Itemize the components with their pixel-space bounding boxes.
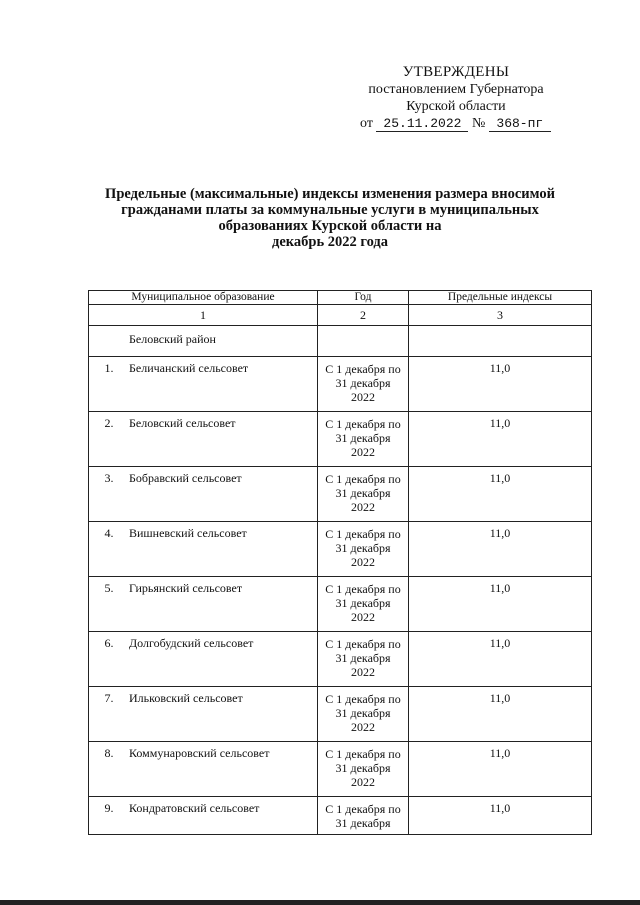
period-line: 2022 (351, 555, 375, 569)
approval-number: 368-пг (489, 117, 551, 132)
row-number: 9. (104, 801, 114, 815)
period-cell (318, 357, 409, 412)
index-value: 11,0 (409, 742, 592, 797)
period-line: 31 декабря (335, 431, 391, 445)
municipality-name: Ильковский сельсовет (129, 691, 243, 705)
period-line: С 1 декабря по (325, 692, 401, 706)
region-name: Беловский район (89, 326, 318, 357)
period-line: 31 декабря (335, 486, 391, 500)
period-cell (318, 522, 409, 577)
municipality-name: Долгобудский сельсовет (129, 636, 254, 650)
date-prefix: от (360, 116, 373, 131)
period-line: 31 декабря (335, 706, 391, 720)
row-number: 7. (104, 691, 114, 705)
approval-line-2: Курской области (406, 99, 506, 114)
municipality-cell (89, 522, 318, 577)
period-line: 31 декабря (335, 596, 391, 610)
municipality-name: Кондратовский сельсовет (129, 801, 260, 815)
header-year: Год (318, 291, 409, 305)
municipality-cell (89, 357, 318, 412)
table-row (89, 797, 592, 835)
row-number: 2. (104, 416, 114, 430)
period-cell (318, 632, 409, 687)
municipality-name: Вишневский сельсовет (129, 526, 247, 540)
column-number-2: 2 (318, 305, 409, 326)
title-line-1: Предельные (максимальные) индексы изменения размера вносимой (105, 186, 555, 202)
region-empty-cell (318, 326, 409, 357)
period-line: 2022 (351, 720, 375, 734)
period-line: 31 декабря (335, 816, 391, 830)
municipality-cell (89, 797, 318, 835)
period-line: 2022 (351, 610, 375, 624)
period-cell (318, 797, 409, 835)
column-number-row (89, 305, 592, 326)
municipality-name: Гирьянский сельсовет (129, 581, 243, 595)
period-cell (318, 467, 409, 522)
approval-line-1: постановлением Губернатора (368, 82, 544, 97)
index-value: 11,0 (409, 357, 592, 412)
index-value: 11,0 (409, 577, 592, 632)
column-number-3: 3 (409, 305, 592, 326)
municipality-name: Беличанский сельсовет (129, 361, 249, 375)
period-line: 2022 (351, 445, 375, 459)
period-line: С 1 декабря по (325, 747, 401, 761)
table-row (89, 577, 592, 632)
index-value: 11,0 (409, 797, 592, 835)
region-empty-cell (409, 326, 592, 357)
index-value: 11,0 (409, 467, 592, 522)
approval-heading: УТВЕРЖДЕНЫ (402, 64, 510, 80)
row-number: 5. (104, 581, 114, 595)
indices-table (88, 290, 592, 835)
table-row (89, 412, 592, 467)
index-value: 11,0 (409, 522, 592, 577)
municipality-name: Бобравский сельсовет (129, 471, 242, 485)
period-line: С 1 декабря по (325, 472, 401, 486)
header-indices: Предельные индексы (409, 291, 592, 305)
table-row (89, 687, 592, 742)
municipality-name: Коммунаровский сельсовет (129, 746, 270, 760)
municipality-cell (89, 742, 318, 797)
index-value: 11,0 (409, 687, 592, 742)
period-line: С 1 декабря по (325, 802, 401, 816)
header-municipality: Муниципальное образование (89, 291, 318, 305)
period-line: С 1 декабря по (325, 527, 401, 541)
period-cell (318, 687, 409, 742)
municipality-name: Беловский сельсовет (129, 416, 236, 430)
approval-stamp (356, 64, 556, 132)
period-cell (318, 577, 409, 632)
period-line: 2022 (351, 665, 375, 679)
approval-date: 25.11.2022 (376, 117, 468, 132)
index-value: 11,0 (409, 632, 592, 687)
period-cell (318, 412, 409, 467)
municipality-cell (89, 412, 318, 467)
period-line: С 1 декабря по (325, 362, 401, 376)
table-row (89, 632, 592, 687)
row-number: 1. (104, 361, 114, 375)
table-row (89, 467, 592, 522)
period-line: 31 декабря (335, 651, 391, 665)
period-line: 2022 (351, 390, 375, 404)
column-number-1: 1 (89, 305, 318, 326)
title-line-3: образованиях Курской области на (218, 218, 442, 234)
title-line-2: гражданами платы за коммунальные услуги в муниципальных (121, 202, 539, 218)
number-prefix: № (471, 116, 486, 131)
row-number: 8. (104, 746, 114, 760)
approval-date-line (356, 115, 556, 132)
period-line: С 1 декабря по (325, 417, 401, 431)
period-line: С 1 декабря по (325, 637, 401, 651)
table-row (89, 357, 592, 412)
period-line: 2022 (351, 775, 375, 789)
period-cell (318, 742, 409, 797)
table-row (89, 522, 592, 577)
municipality-cell (89, 687, 318, 742)
period-line: 31 декабря (335, 376, 391, 390)
row-number: 4. (104, 526, 114, 540)
table-row (89, 742, 592, 797)
document-title (80, 186, 580, 250)
period-line: 2022 (351, 500, 375, 514)
title-line-4: декабрь 2022 года (271, 234, 389, 250)
municipality-cell (89, 577, 318, 632)
table-header-row (89, 291, 592, 305)
index-value: 11,0 (409, 412, 592, 467)
municipality-cell (89, 632, 318, 687)
scan-bottom-edge (0, 900, 640, 905)
region-row (89, 326, 592, 357)
period-line: С 1 декабря по (325, 582, 401, 596)
row-number: 6. (104, 636, 114, 650)
period-line: 31 декабря (335, 761, 391, 775)
row-number: 3. (104, 471, 114, 485)
municipality-cell (89, 467, 318, 522)
period-line: 31 декабря (335, 541, 391, 555)
